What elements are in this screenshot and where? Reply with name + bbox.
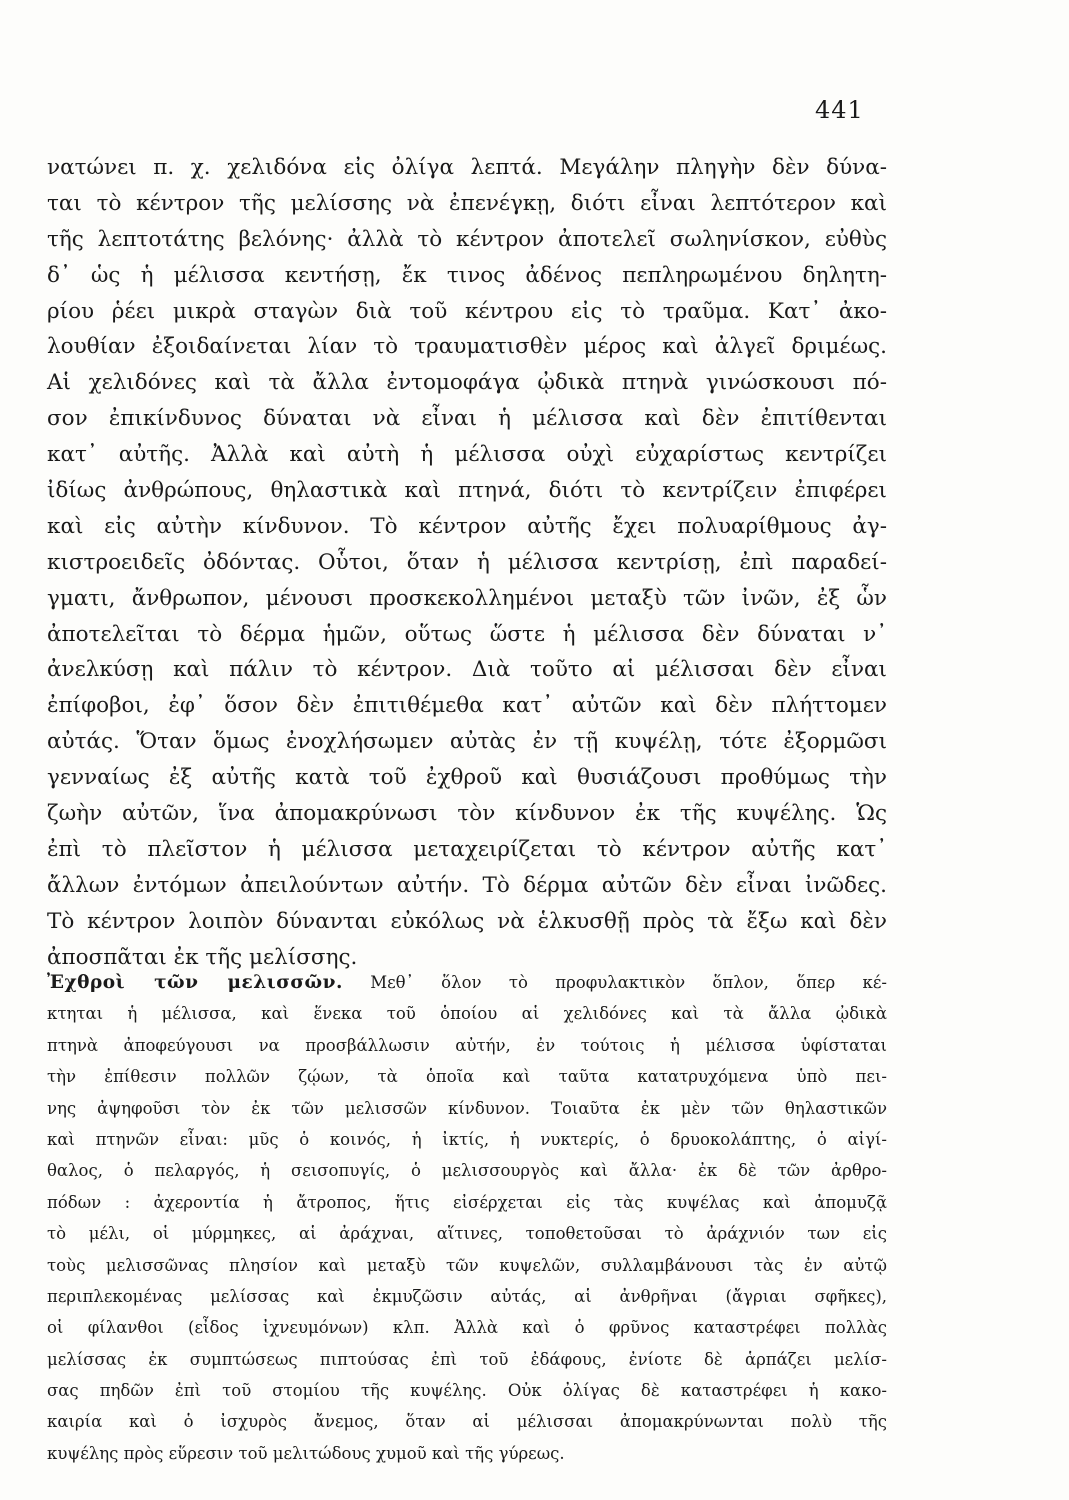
section-line: περιπλεκομένας μελίσσας καὶ ἐκμυζῶσιν αὐτάς, αἱ ἀνθρῆναι (ἄγριαι σφῆκες), <box>47 1286 887 1306</box>
text-line: Αἱ χελιδόνες καὶ τὰ ἄλλα ἐντομοφάγα ᾠδικὰ πτηνὰ γινώσκουσι πό- <box>47 370 887 396</box>
text-line: ἰδίως ἀνθρώπους, θηλαστικὰ καὶ πτηνά, διότι τὸ κεντρίζειν ἐπιφέρει <box>47 478 887 504</box>
section-line: πόδων : ἀχεροντία ἡ ἄτροπος, ἥτις εἰσέρχεται εἰς τὰς κυψέλας καὶ ἀπομυζᾷ <box>47 1192 887 1212</box>
text-line: ἐπὶ τὸ πλεῖστον ἡ μέλισσα μεταχειρίζεται τὸ κέντρον αὐτῆς κατ᾽ <box>47 836 887 862</box>
text-line: κιστροειδεῖς ὀδόντας. Οὗτοι, ὅταν ἡ μέλισσα κεντρίσῃ, ἐπὶ παραδεί- <box>47 549 887 575</box>
section-line: τὴν ἐπίθεσιν πολλῶν ζῴων, τὰ ὁποῖα καὶ ταῦτα κατατρυχόμενα ὑπὸ πει- <box>47 1067 887 1087</box>
section-line: τοὺς μελισσῶνας πλησίον καὶ μεταξὺ τῶν κυψελῶν, συλλαμβάνουσι τὰς ἐν αὐτῷ <box>47 1255 887 1275</box>
text-line: ρίου ῥέει μικρὰ σταγὼν διὰ τοῦ κέντρου εἰς τὸ τραῦμα. Κατ᾽ ἀκο- <box>47 298 887 324</box>
text-line: ἀποτελεῖται τὸ δέρμα ἡμῶν, οὕτως ὥστε ἡ μέλισσα δὲν δύναται ν᾽ <box>47 621 887 647</box>
section-enemies-of-bees <box>47 967 887 1469</box>
section-heading: Ἐχθροὶ τῶν μελισσῶν. <box>47 972 343 993</box>
text-line: γματι, ἄνθρωπον, μένουσι προσκεκολλημένοι μεταξὺ τῶν ἰνῶν, ἐξ ὧν <box>47 585 887 611</box>
text-line: ἐπίφοβοι, ἐφ᾽ ὅσον δὲν ἐπιτιθέμεθα κατ᾽ αὐτῶν καὶ δὲν πλήττομεν <box>47 693 887 719</box>
text-line: ἄλλων ἐντόμων ἀπειλούντων αὐτήν. Τὸ δέρμα αὐτῶν δὲν εἶναι ἰνῶδες. <box>47 872 887 898</box>
body-paragraph <box>47 150 887 975</box>
text-line: αὐτάς. Ὅταν ὅμως ἐνοχλήσωμεν αὐτὰς ἐν τῇ κυψέλῃ, τότε ἐξορμῶσι <box>47 729 887 755</box>
text-line: λουθίαν ἐξοιδαίνεται λίαν τὸ τραυματισθὲν μέρος καὶ ἀλγεῖ δριμέως. <box>47 334 887 360</box>
text-line: ζωὴν αὐτῶν, ἵνα ἀπομακρύνωσι τὸν κίνδυνον ἐκ τῆς κυψέλης. Ὡς <box>47 801 887 827</box>
page-number: 441 <box>815 96 864 124</box>
section-line: θαλος, ὁ πελαργός, ἡ σεισοπυγίς, ὁ μελισσουργὸς καὶ ἄλλα· ἐκ δὲ τῶν ἀρθρο- <box>47 1161 887 1181</box>
text-line: γενναίως ἐξ αὐτῆς κατὰ τοῦ ἐχθροῦ καὶ θυσιάζουσι προθύμως τὴν <box>47 765 887 791</box>
section-first-line <box>47 967 887 998</box>
text-line: δ᾽ ὡς ἡ μέλισσα κεντήσῃ, ἔκ τινος ἀδένος πεπληρωμένου δηλητη- <box>47 262 887 288</box>
section-line: μελίσσας ἐκ συμπτώσεως πιπτούσας ἐπὶ τοῦ ἐδάφους, ἐνίοτε δὲ ἁρπάζει μελίσ- <box>47 1349 887 1369</box>
text-line: Τὸ κέντρον λοιπὸν δύνανται εὐκόλως νὰ ἑλκυσθῇ πρὸς τὰ ἔξω καὶ δὲν <box>47 908 887 934</box>
section-line: οἱ φίλανθοι (εἶδος ἰχνευμόνων) κλπ. Ἀλλὰ καὶ ὁ φρῦνος καταστρέφει πολλὰς <box>47 1318 887 1338</box>
section-line: κυψέλης πρὸς εὕρεσιν τοῦ μελιτώδους χυμοῦ καὶ τῆς γύρεως. <box>47 1443 565 1463</box>
section-first-line-text: Μεθ᾽ ὅλον τὸ προφυλακτικὸν ὅπλον, ὅπερ κέ- <box>370 973 887 992</box>
section-line: καιρία καὶ ὁ ἰσχυρὸς ἄνεμος, ὅταν αἱ μέλισσαι ἀπομακρύνωνται πολὺ τῆς <box>47 1412 887 1432</box>
text-line: ἀποσπᾶται ἐκ τῆς μελίσσης. <box>47 944 358 970</box>
text-line: σον ἐπικίνδυνος δύναται νὰ εἶναι ἡ μέλισσα καὶ δὲν ἐπιτίθενται <box>47 406 887 432</box>
text-line: ἀνελκύσῃ καὶ πάλιν τὸ κέντρον. Διὰ τοῦτο αἱ μέλισσαι δὲν εἶναι <box>47 657 887 683</box>
section-line: σας πηδῶν ἐπὶ τοῦ στομίου τῆς κυψέλης. Οὐκ ὀλίγας δὲ καταστρέφει ἡ κακο- <box>47 1381 887 1401</box>
text-line: τῆς λεπτοτάτης βελόνης· ἀλλὰ τὸ κέντρον ἀποτελεῖ σωληνίσκον, εὐθὺς <box>47 226 887 252</box>
section-line: νης ἀψηφοῦσι τὸν ἐκ τῶν μελισσῶν κίνδυνον. Τοιαῦτα ἐκ μὲν τῶν θηλαστικῶν <box>47 1098 887 1118</box>
section-line: καὶ πτηνῶν εἶναι: μῦς ὁ κοινός, ἡ ἰκτίς, ἡ νυκτερίς, ὁ δρυοκολάπτης, ὁ αἰγί- <box>47 1129 887 1149</box>
text-line: καὶ εἰς αὐτὴν κίνδυνον. Τὸ κέντρον αὐτῆς ἔχει πολυαρίθμους ἀγ- <box>47 513 887 539</box>
text-line: νατώνει π. χ. χελιδόνα εἰς ὀλίγα λεπτά. Μεγάλην πληγὴν δὲν δύνα- <box>47 155 887 180</box>
section-line: πτηνὰ ἀποφεύγουσι να προσβάλλωσιν αὐτήν, ἐν τούτοις ἡ μέλισσα ὑφίσταται <box>47 1035 887 1055</box>
section-line: κτηται ἡ μέλισσα, καὶ ἕνεκα τοῦ ὁποίου αἱ χελιδόνες καὶ τὰ ἄλλα ᾠδικὰ <box>47 1004 887 1024</box>
section-line: τὸ μέλι, οἱ μύρμηκες, αἱ ἀράχναι, αἵτινες, τοποθετοῦσαι τὸ ἀράχνιόν των εἰς <box>47 1224 887 1244</box>
text-line: κατ᾽ αὐτῆς. Ἀλλὰ καὶ αὐτὴ ἡ μέλισσα οὐχὶ εὐχαρίστως κεντρίζει <box>47 442 887 468</box>
text-line: ται τὸ κέντρον τῆς μελίσσης νὰ ἐπενέγκῃ, διότι εἶναι λεπτότερον καὶ <box>47 190 887 216</box>
